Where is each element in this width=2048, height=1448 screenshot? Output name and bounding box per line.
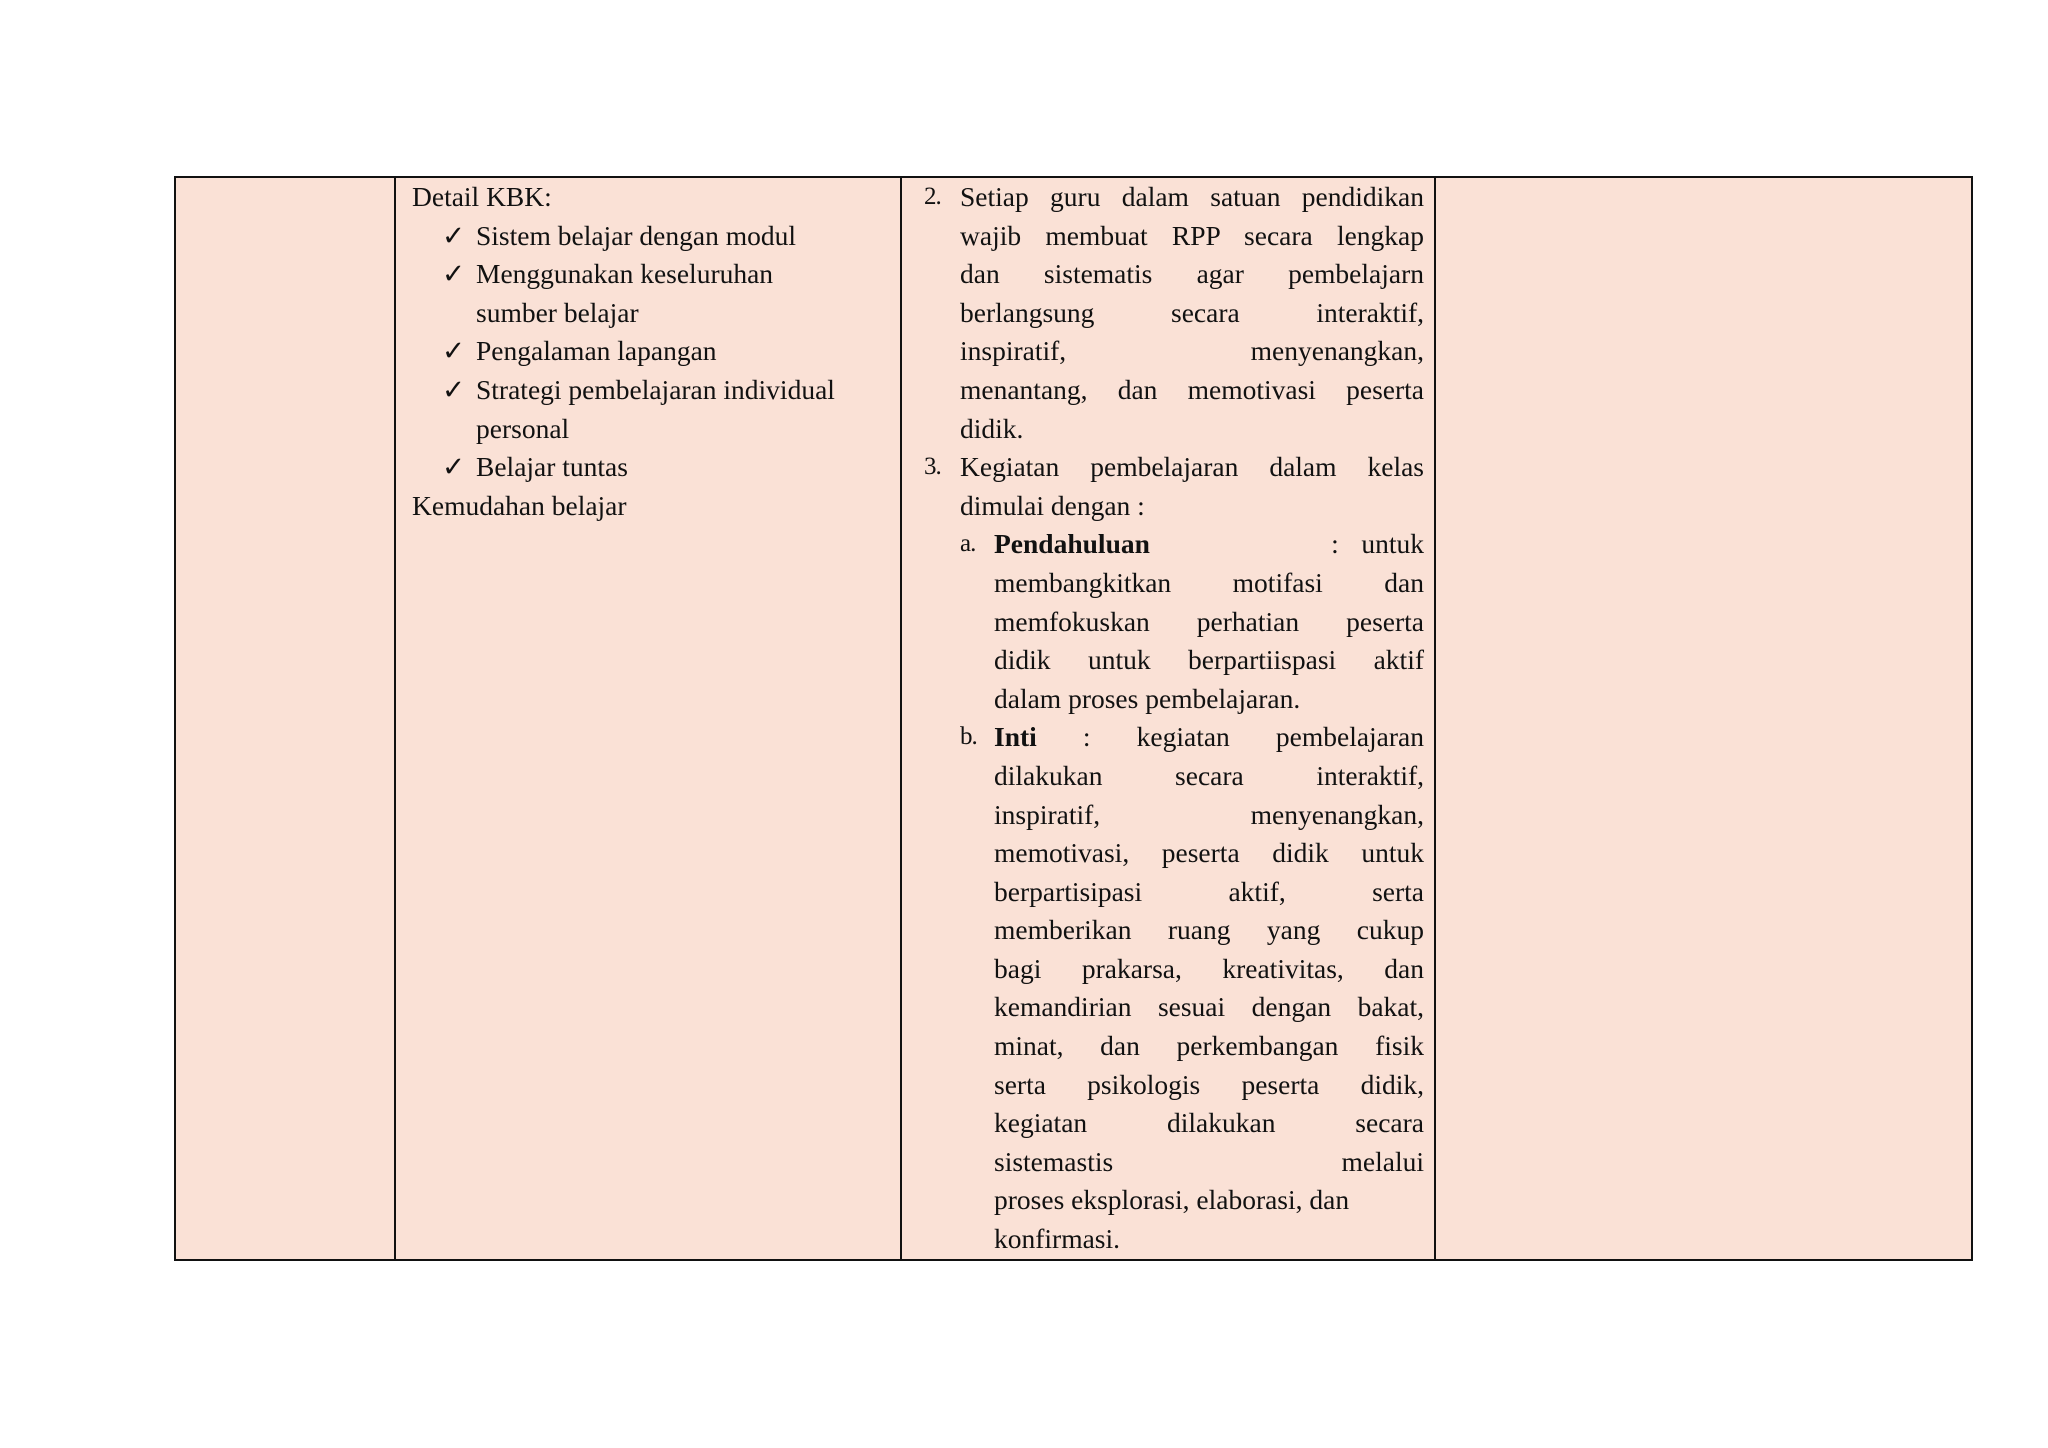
paragraph-line: berpartisipasi aktif, serta xyxy=(994,875,1424,907)
check-icon: ✓ xyxy=(442,335,466,367)
table-cell-kbk-detail xyxy=(395,177,901,1260)
table-cell-empty-right xyxy=(1435,177,1972,1260)
checklist-text: Strategi pembelajaran individual xyxy=(476,373,835,405)
sub-item-letter: b. xyxy=(960,723,977,751)
kbk-footer: Kemudahan belajar xyxy=(412,489,627,521)
paragraph-line: wajib membuat RPP secara lengkap xyxy=(960,219,1424,251)
numbered-item-2 xyxy=(924,178,1424,448)
paragraph-line: berlangsung secara interaktif, xyxy=(960,296,1424,328)
paragraph-line xyxy=(994,718,1424,757)
term-rest: : untuk xyxy=(1331,528,1425,560)
paragraph-line: memotivasi, peserta didik untuk xyxy=(994,837,1424,869)
item-number: 2. xyxy=(924,183,941,210)
sub-item-b xyxy=(960,718,1424,1258)
checklist-text: personal xyxy=(476,412,570,444)
table-cell-procedure xyxy=(901,177,1435,1260)
paragraph-line: inspiratif, menyenangkan, xyxy=(960,335,1424,367)
paragraph-line: Kegiatan pembelajaran dalam kelas xyxy=(960,451,1424,483)
checklist-item xyxy=(412,332,892,371)
term-inti: Inti xyxy=(994,721,1037,753)
check-icon: ✓ xyxy=(442,451,466,483)
paragraph-line: dan sistematis agar pembelajarn xyxy=(960,258,1424,290)
content-table xyxy=(174,176,1973,1261)
paragraph-line: dalam proses pembelajaran. xyxy=(994,682,1301,714)
paragraph-line: serta psikologis peserta didik, xyxy=(994,1068,1424,1100)
checklist-text: Menggunakan keseluruhan xyxy=(476,258,774,290)
checklist-text: Sistem belajar dengan modul xyxy=(476,219,796,251)
paragraph-line: didik untuk berpartiispasi aktif xyxy=(994,644,1424,676)
table-cell-empty-left xyxy=(175,177,395,1260)
check-icon: ✓ xyxy=(442,373,466,405)
paragraph-line: dilakukan secara interaktif, xyxy=(994,759,1424,791)
checklist-item xyxy=(412,217,892,256)
kbk-heading: Detail KBK: xyxy=(412,181,552,212)
check-icon: ✓ xyxy=(442,219,466,251)
checklist-item xyxy=(412,255,892,332)
paragraph-line: menantang, dan memotivasi peserta xyxy=(960,373,1424,405)
paragraph-line xyxy=(994,525,1424,564)
paragraph-line: konfirmasi. xyxy=(994,1223,1121,1255)
item-number: 3. xyxy=(924,453,941,481)
paragraph-line: kegiatan dilakukan secara xyxy=(994,1107,1424,1139)
check-icon: ✓ xyxy=(442,258,466,290)
sub-item-letter: a. xyxy=(960,530,976,558)
paragraph-line: minat, dan perkembangan fisik xyxy=(994,1030,1424,1062)
paragraph-line: inspiratif, menyenangkan, xyxy=(994,798,1424,830)
paragraph-line: memfokuskan perhatian peserta xyxy=(994,605,1424,637)
paragraph-line: didik. xyxy=(960,412,1024,444)
checklist-text: sumber belajar xyxy=(476,296,639,328)
checklist-item xyxy=(412,448,892,487)
term-pendahuluan: Pendahuluan xyxy=(994,528,1150,560)
sub-item-a xyxy=(960,525,1424,718)
term-rest: : kegiatan pembelajaran xyxy=(1082,721,1425,753)
paragraph-line: proses eksplorasi, elaborasi, dan xyxy=(994,1184,1350,1216)
paragraph-line: kemandirian sesuai dengan bakat, xyxy=(994,991,1424,1023)
checklist-text: Pengalaman lapangan xyxy=(476,335,717,367)
paragraph-line: membangkitkan motifasi dan xyxy=(994,566,1424,598)
paragraph-line: bagi prakarsa, kreativitas, dan xyxy=(994,952,1424,984)
checklist-item xyxy=(412,371,892,448)
numbered-item-3 xyxy=(924,448,1424,525)
paragraph-line: sistemastis melalui xyxy=(994,1145,1424,1177)
checklist-text: Belajar tuntas xyxy=(476,451,628,483)
paragraph-line: dimulai dengan : xyxy=(960,489,1145,521)
paragraph-line: memberikan ruang yang cukup xyxy=(994,914,1424,946)
paragraph-line: Setiap guru dalam satuan pendidikan xyxy=(960,181,1424,212)
table-row xyxy=(175,177,1972,1260)
